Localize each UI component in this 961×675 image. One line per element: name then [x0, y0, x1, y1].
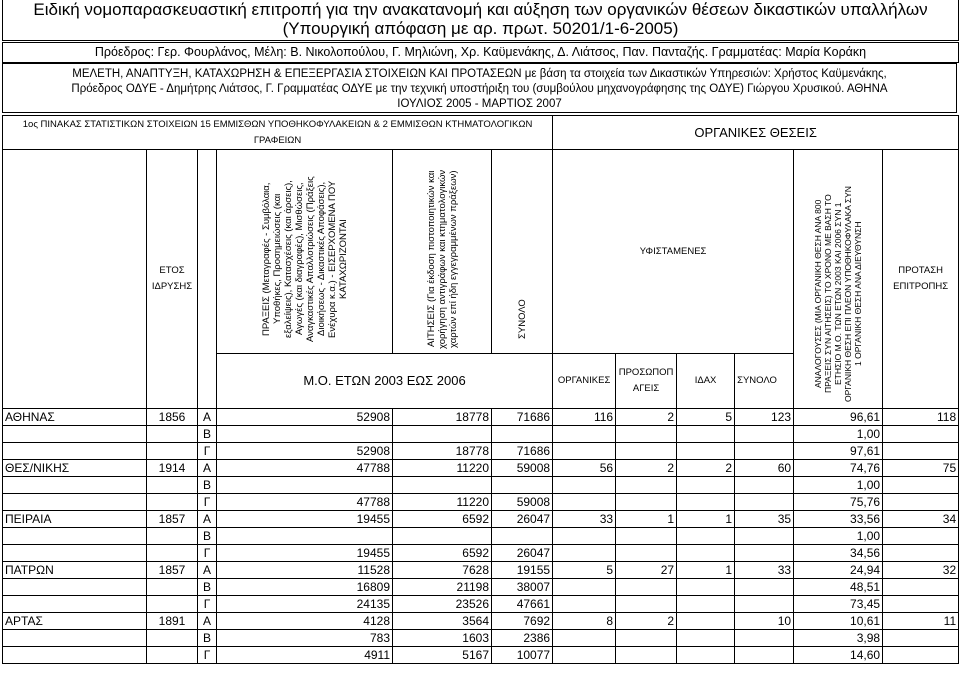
- cell-proposal: [883, 528, 959, 545]
- table-row: [3, 511, 959, 528]
- cell-req: 7628: [393, 562, 492, 579]
- cell-idax: [677, 579, 735, 596]
- cell-cat: Α: [198, 511, 217, 528]
- cell-total: 19155: [492, 562, 553, 579]
- year-founded-header: ΕΤΟΣ ΙΔΡΥΣΗΣ: [147, 150, 198, 409]
- cell-name: [3, 494, 147, 511]
- cell-pers: [616, 579, 677, 596]
- cell-name: [3, 596, 147, 613]
- cell-cat: Β: [198, 579, 217, 596]
- cell-idax: 1: [677, 562, 735, 579]
- cell-org: [553, 596, 616, 613]
- proportional-header: [794, 150, 883, 409]
- document-title: [2, 0, 959, 41]
- sum-header: ΣΥΝΟΛΟ: [735, 354, 794, 409]
- cell-sum: 35: [735, 511, 794, 528]
- study-credits: [2, 63, 957, 113]
- cell-org: [553, 494, 616, 511]
- cell-prop: 24,94: [794, 562, 883, 579]
- cell-acts: 19455: [217, 511, 393, 528]
- cell-org: [553, 545, 616, 562]
- proposal-header: ΠΡΟΤΑΣΗ ΕΠΙΤΡΟΠΗΣ: [883, 150, 959, 409]
- cell-prop: 10,61: [794, 613, 883, 630]
- cell-acts: [217, 426, 393, 443]
- cell-cat: Α: [198, 460, 217, 477]
- statistics-table: [2, 115, 959, 664]
- cell-proposal: 34: [883, 511, 959, 528]
- cell-year: 1891: [147, 613, 198, 630]
- cell-org: [553, 477, 616, 494]
- cell-idax: [677, 613, 735, 630]
- acts-header-text: ΠΡΑΞΕΙΣ (Μεταγραφές - Συμβόλαια, Υποθήκες, Προσημειώσεις (και εξαλείψεις), Κατασχέσεις (και άρσεις), Αγωγές (και διαγραφές), Μισθώσεις, Αναγκαστικές Απαλλοτριώσεις (Πράξεις Διοικήσεως - Δικαστικές Αποφάσεις), Ενέχυρα κ.α.) - ΕΙΣΕΡΧΟΜΕΝΑ ΠΟΥ ΚΑΤΑΧΩΡΙΖΟΝΤΑΙ: [260, 176, 349, 342]
- cell-proposal: 11: [883, 613, 959, 630]
- cell-idax: [677, 647, 735, 664]
- table-row: [3, 545, 959, 562]
- cell-acts: 16809: [217, 579, 393, 596]
- cell-prop: 33,56: [794, 511, 883, 528]
- cell-req: 11220: [393, 494, 492, 511]
- cell-sum: 10: [735, 613, 794, 630]
- cell-name: [3, 545, 147, 562]
- cell-sum: [735, 477, 794, 494]
- cell-total: 26047: [492, 545, 553, 562]
- cell-prop: 1,00: [794, 528, 883, 545]
- cell-name: ΑΘΗΝΑΣ: [3, 409, 147, 426]
- cell-org: 56: [553, 460, 616, 477]
- cell-cat: Β: [198, 528, 217, 545]
- cell-year: [147, 596, 198, 613]
- cell-proposal: [883, 579, 959, 596]
- table-body: [3, 409, 959, 664]
- cell-pers: [616, 545, 677, 562]
- personal-header: ΠΡΟΣΩΠΟΠ ΑΓΕΙΣ: [616, 354, 677, 409]
- cell-cat: Α: [198, 562, 217, 579]
- cell-org: [553, 443, 616, 460]
- table-row: [3, 460, 959, 477]
- cell-idax: [677, 545, 735, 562]
- cell-acts: [217, 477, 393, 494]
- cell-year: 1857: [147, 511, 198, 528]
- cell-proposal: [883, 630, 959, 647]
- cell-sum: [735, 647, 794, 664]
- table-row: [3, 494, 959, 511]
- cell-req: 6592: [393, 545, 492, 562]
- organic-header: ΟΡΓΑΝΙΚΕΣ: [553, 354, 616, 409]
- cell-pers: [616, 647, 677, 664]
- cell-prop: 75,76: [794, 494, 883, 511]
- cell-idax: [677, 528, 735, 545]
- cell-sum: 33: [735, 562, 794, 579]
- cell-name: [3, 426, 147, 443]
- cell-sum: [735, 579, 794, 596]
- cell-total: 2386: [492, 630, 553, 647]
- cell-name: [3, 477, 147, 494]
- cell-cat: Γ: [198, 494, 217, 511]
- cell-year: [147, 443, 198, 460]
- cell-req: 5167: [393, 647, 492, 664]
- table-row: [3, 613, 959, 630]
- cell-name: ΠΑΤΡΩΝ: [3, 562, 147, 579]
- cell-name: ΠΕΙΡΑΙΑ: [3, 511, 147, 528]
- cell-idax: [677, 494, 735, 511]
- cell-cat: Β: [198, 426, 217, 443]
- cell-pers: [616, 477, 677, 494]
- cell-acts: 47788: [217, 460, 393, 477]
- cell-year: [147, 545, 198, 562]
- cell-year: 1914: [147, 460, 198, 477]
- organic-positions-header: ΟΡΓΑΝΙΚΕΣ ΘΕΣΕΙΣ: [553, 116, 959, 150]
- cell-cat: Γ: [198, 443, 217, 460]
- cell-prop: 1,00: [794, 477, 883, 494]
- cell-proposal: [883, 647, 959, 664]
- cell-proposal: 118: [883, 409, 959, 426]
- cell-total: 71686: [492, 443, 553, 460]
- cell-proposal: [883, 426, 959, 443]
- cell-cat: Γ: [198, 545, 217, 562]
- cell-req: 6592: [393, 511, 492, 528]
- cell-org: 116: [553, 409, 616, 426]
- cell-org: 33: [553, 511, 616, 528]
- study-line-2: Πρόεδρος ΟΔΥΕ - Δημήτρης Λιάτσος, Γ. Γραμματέας ΟΔΥΕ με την τεχνική υποστήριξη του (συμβούλου μηχανογράφησης της ΟΔΥΕ) Γιώργου Χρυσικού. ΑΘΗΝΑ: [71, 83, 888, 95]
- table-title: 1ος ΠΙΝΑΚΑΣ ΣΤΑΤΙΣΤΙΚΩΝ ΣΤΟΙΧΕΙΩΝ 15 ΕΜΜΙΣΘΩΝ ΥΠΟΘΗΚΟΦΥΛΑΚΕΙΩΝ & 2 ΕΜΜΙΣΘΩΝ ΚΤΗΜΑΤΟΛΟΓΙΚΩΝ ΓΡΑΦΕΙΩΝ: [3, 116, 553, 150]
- cell-proposal: 75: [883, 460, 959, 477]
- cell-acts: 4128: [217, 613, 393, 630]
- cell-total: 47661: [492, 596, 553, 613]
- cell-acts: 52908: [217, 409, 393, 426]
- cell-pers: [616, 494, 677, 511]
- average-header: Μ.Ο. ΕΤΩΝ 2003 ΕΩΣ 2006: [217, 354, 553, 409]
- cell-prop: 97,61: [794, 443, 883, 460]
- cell-total: 71686: [492, 409, 553, 426]
- cell-name: ΘΕΣ/ΝΙΚΗΣ: [3, 460, 147, 477]
- cell-pers: [616, 630, 677, 647]
- cell-cat: Γ: [198, 596, 217, 613]
- cell-total: 10077: [492, 647, 553, 664]
- cell-year: [147, 647, 198, 664]
- cell-idax: 2: [677, 460, 735, 477]
- cell-prop: 14,60: [794, 647, 883, 664]
- cell-org: 5: [553, 562, 616, 579]
- cell-acts: 52908: [217, 443, 393, 460]
- requests-header: [393, 150, 492, 354]
- cell-cat: Β: [198, 477, 217, 494]
- proportional-header-text: ΑΝΑΛΟΓΟΥΣΕΣ (ΜΙΑ ΟΡΓΑΝΙΚΗ ΘΕΣΗ ΑΝΑ 800 ΠΡΑΞΕΙΣ ΣΥΝ ΑΙΤΗΣΕΙΣ) ΤΟ ΧΡΟΝΟ ΜΕ ΒΑΣΗ ΤΟ ΕΤΗΣΙΟ Μ.Ο. ΤΩΝ ΕΤΩΝ 2003 ΚΑΙ 2006 ΣΥΝ 1 ΟΡΓΑΝΙΚΗ ΘΕΣΗ ΕΠΙ ΠΛΕΟΝ ΥΠΟΘΗΚΟΦΥΛΑΚΑ ΣΥΝ 1 ΟΡΓΑΝΙΚΗ ΘΕΣΗ ΑΝΑ ΔΙΕΥΘΥΝΣΗ: [813, 186, 864, 402]
- cell-req: 1603: [393, 630, 492, 647]
- cell-name: [3, 528, 147, 545]
- cell-year: [147, 630, 198, 647]
- cell-total: [492, 528, 553, 545]
- table-row: [3, 426, 959, 443]
- cell-pers: 1: [616, 511, 677, 528]
- cell-sum: [735, 443, 794, 460]
- cell-prop: 1,00: [794, 426, 883, 443]
- cell-idax: [677, 596, 735, 613]
- cell-idax: 1: [677, 511, 735, 528]
- cell-year: [147, 528, 198, 545]
- cell-sum: [735, 528, 794, 545]
- cell-acts: 47788: [217, 494, 393, 511]
- table-row: [3, 477, 959, 494]
- cell-req: [393, 477, 492, 494]
- cell-pers: [616, 528, 677, 545]
- study-line-3: ΙΟΥΛΙΟΣ 2005 - ΜΑΡΤΙΟΣ 2007: [397, 98, 562, 110]
- title-line-2: (Υπουργική απόφαση με αρ. πρωτ. 50201/1-6-2005): [282, 19, 679, 38]
- table-row: [3, 630, 959, 647]
- idax-header: ΙΔΑΧ: [677, 354, 735, 409]
- total-header-text: ΣΥΝΟΛΟ: [516, 299, 528, 339]
- cell-pers: 2: [616, 460, 677, 477]
- cell-year: [147, 426, 198, 443]
- cell-sum: 60: [735, 460, 794, 477]
- cell-prop: 48,51: [794, 579, 883, 596]
- cell-proposal: [883, 545, 959, 562]
- cell-total: 7692: [492, 613, 553, 630]
- cell-prop: 34,56: [794, 545, 883, 562]
- cell-sum: 123: [735, 409, 794, 426]
- cell-req: 11220: [393, 460, 492, 477]
- table-row: [3, 443, 959, 460]
- cell-acts: 783: [217, 630, 393, 647]
- cell-acts: 19455: [217, 545, 393, 562]
- cell-prop: 74,76: [794, 460, 883, 477]
- cell-idax: 5: [677, 409, 735, 426]
- cell-acts: [217, 528, 393, 545]
- cell-year: [147, 579, 198, 596]
- cell-name: ΑΡΤΑΣ: [3, 613, 147, 630]
- acts-header: [217, 150, 393, 354]
- cell-idax: [677, 477, 735, 494]
- cell-name: [3, 630, 147, 647]
- cell-total: 59008: [492, 494, 553, 511]
- cell-year: [147, 477, 198, 494]
- name-header-blank: [3, 150, 147, 409]
- table-row: [3, 562, 959, 579]
- cell-cat: Β: [198, 630, 217, 647]
- cell-sum: [735, 545, 794, 562]
- cell-req: 18778: [393, 443, 492, 460]
- category-header-blank: [198, 150, 217, 409]
- cell-total: 26047: [492, 511, 553, 528]
- requests-header-text: ΑΙΤΗΣΕΙΣ (Για έκδοση πιστοποιητικών και χορήγηση αντιγράφων και κτηματολογικών χαρτών επί ήδη εγγεγραμμένων πράξεων): [425, 169, 459, 349]
- cell-proposal: [883, 494, 959, 511]
- cell-org: [553, 647, 616, 664]
- table-row: [3, 596, 959, 613]
- cell-pers: 27: [616, 562, 677, 579]
- cell-pers: [616, 443, 677, 460]
- cell-total: [492, 477, 553, 494]
- cell-org: [553, 426, 616, 443]
- cell-pers: 2: [616, 613, 677, 630]
- cell-proposal: [883, 477, 959, 494]
- cell-req: 21198: [393, 579, 492, 596]
- cell-org: [553, 528, 616, 545]
- cell-sum: [735, 494, 794, 511]
- committee-line: Πρόεδρος: Γερ. Φουρλάνος, Μέλη: Β. Νικολοπούλου, Γ. Μηλιώνη, Χρ. Καϋμενάκης, Δ. Λιάτσος, Παν. Πανταζής. Γραμματέας: Μαρία Κοράκη: [2, 42, 959, 63]
- cell-idax: [677, 443, 735, 460]
- cell-total: 59008: [492, 460, 553, 477]
- cell-sum: [735, 426, 794, 443]
- cell-name: [3, 443, 147, 460]
- cell-sum: [735, 630, 794, 647]
- cell-req: [393, 528, 492, 545]
- cell-idax: [677, 426, 735, 443]
- cell-cat: Α: [198, 613, 217, 630]
- cell-idax: [677, 630, 735, 647]
- cell-prop: 96,61: [794, 409, 883, 426]
- existing-header: ΥΦΙΣΤΑΜΕΝΕΣ: [553, 150, 794, 354]
- cell-org: [553, 630, 616, 647]
- cell-pers: [616, 596, 677, 613]
- cell-prop: 73,45: [794, 596, 883, 613]
- cell-pers: 2: [616, 409, 677, 426]
- cell-proposal: [883, 443, 959, 460]
- cell-org: 8: [553, 613, 616, 630]
- cell-req: 3564: [393, 613, 492, 630]
- cell-req: 23526: [393, 596, 492, 613]
- table-row: [3, 647, 959, 664]
- cell-acts: 4911: [217, 647, 393, 664]
- cell-year: [147, 494, 198, 511]
- cell-total: 38007: [492, 579, 553, 596]
- cell-name: [3, 579, 147, 596]
- cell-proposal: [883, 596, 959, 613]
- cell-cat: Γ: [198, 647, 217, 664]
- cell-req: 18778: [393, 409, 492, 426]
- cell-pers: [616, 426, 677, 443]
- cell-year: 1856: [147, 409, 198, 426]
- cell-prop: 3,98: [794, 630, 883, 647]
- cell-proposal: 32: [883, 562, 959, 579]
- cell-acts: 11528: [217, 562, 393, 579]
- cell-org: [553, 579, 616, 596]
- study-line-1: ΜΕΛΕΤΗ, ΑΝΑΠΤΥΞΗ, ΚΑΤΑΧΩΡΗΣΗ & ΕΠΕΞΕΡΓΑΣΙΑ ΣΤΟΙΧΕΙΩΝ ΚΑΙ ΠΡΟΤΑΣΕΩΝ με βάση τα στοιχεία των Δικαστικών Υπηρεσιών: Χρήστος Καϋμενάκης,: [72, 68, 887, 80]
- cell-req: [393, 426, 492, 443]
- cell-total: [492, 426, 553, 443]
- cell-name: [3, 647, 147, 664]
- title-line-1: Ειδική νομοπαρασκευαστική επιτροπή για την ανακατανομή και αύξηση των οργανικών θέσεων δικαστικών υπαλλήλων: [33, 0, 928, 19]
- table-row: [3, 528, 959, 545]
- table-row: [3, 409, 959, 426]
- cell-sum: [735, 596, 794, 613]
- total-header: [492, 150, 553, 354]
- table-row: [3, 579, 959, 596]
- cell-cat: Α: [198, 409, 217, 426]
- cell-year: 1857: [147, 562, 198, 579]
- cell-acts: 24135: [217, 596, 393, 613]
